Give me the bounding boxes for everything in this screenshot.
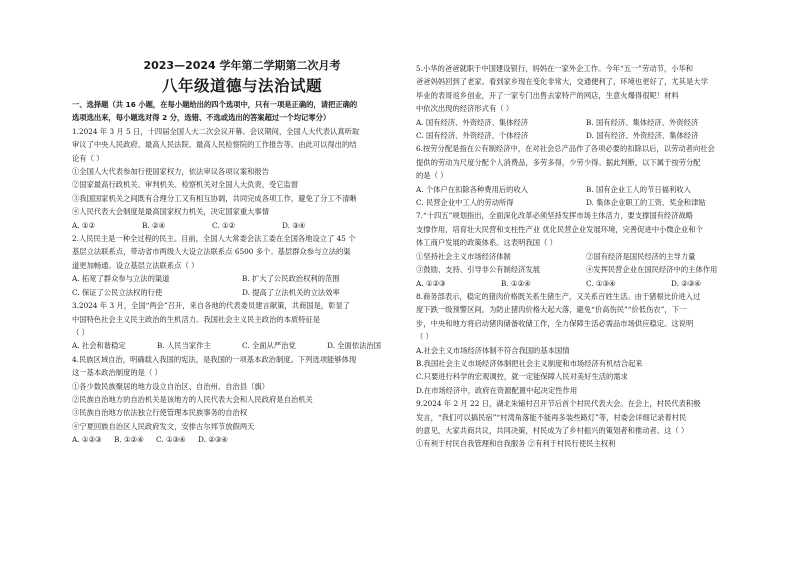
option-item: D. 集体企业职工的工资、奖金和津贴 (586, 198, 706, 208)
option-item: C. 保证了公民立法权的行使 (72, 287, 163, 297)
text-line: A.社会主义市场经济体制不符合我国的基本国情 (416, 345, 570, 355)
text-line: 审议了中央人民政府、最高人民法院、最高人民检察院的工作报告等。由此可以得出的结 (72, 140, 357, 150)
option-row (416, 116, 756, 129)
text-line: 的是（ ） (416, 171, 448, 181)
option-item: D. 全面依法治国 (327, 341, 382, 351)
text-line: 中国特色社会主义民主政治的生机活力。我国社会主义民主政治的本质特征是 (72, 314, 321, 324)
text-line: ①各少数民族聚居的地方设立自治区、自治州、自治县（旗） (72, 381, 270, 391)
text-line: ④宁夏回族自治区人民政府发文，安排古尔邦节放假两天 (72, 421, 255, 431)
option-item: D. ②③④ (198, 435, 228, 445)
option-item: ③鼓励、支持、引导非公有制经济发展 (416, 265, 541, 275)
right-column (416, 62, 756, 451)
option-item: A. ①②③ (72, 435, 102, 445)
option-item: D. ③④ (282, 220, 306, 230)
text-line: 8.商务部表示，稳定的猪肉价格既关系生猪生产，又关系百姓生活。由于猪根比价进入过 (416, 291, 701, 301)
option-item: C. ①② (212, 220, 236, 230)
option-item: D. 国有经济、外资经济、集体经济 (586, 131, 699, 141)
option-row (72, 433, 412, 446)
option-item: C. 民营企业中工人的劳动所得 (416, 198, 514, 208)
exam-title: 2023—2024 学年第二学期第二次月考 (143, 59, 341, 72)
option-item: C. ①③④ (586, 278, 616, 288)
option-item: D. 提高了立法机关的立法效率 (242, 287, 340, 297)
option-item: B. ①②④ (114, 435, 144, 445)
text-line: ③民族自治地方依法独立行使管理本民族事务的自治权 (72, 408, 248, 418)
text-line: 4.民族区域自治，明确载入我国的宪法，是我国的一项基本政治制度。下列选项能够体现 (72, 354, 357, 364)
text-line: 9.2024 年 2 月 22 日，湖北朱铺村召开节后首个村民代表大会。在会上，村民代表积极 (416, 399, 701, 409)
option-item: A. 个体户在扣除各种费用后的收入 (416, 184, 529, 194)
option-row (72, 272, 412, 285)
option-row (416, 129, 756, 142)
text-line: 的意见，大家共商共议，共同决策，村民成为了乡村振兴的策划者和推动者。这（ ） (416, 425, 689, 435)
text-line: 选项选出来，每小题选对得 2 分，选错、不选或选出的答案超过一个均记零分） (72, 113, 331, 123)
option-item: B. 扩大了公民政治权利的范围 (242, 274, 340, 284)
option-item: A. 国有经济、外资经济、集体经济 (416, 117, 529, 127)
option-row (416, 277, 756, 290)
text-line: 支撑作用，培育壮大民营和支柱性产业 优化民营企业发展环境，完善促进中小微企业和个 (416, 224, 703, 234)
exam-subtitle: 八年级道德与法治试题 (161, 77, 322, 95)
option-row (72, 219, 412, 232)
option-row (416, 263, 756, 276)
option-item: A. 拓宽了群众参与立法的渠道 (72, 274, 170, 284)
option-row (72, 339, 412, 352)
text-line: 爸爸妈妈回到了老家。看到家乡现在变化非常大，交通便利了，环境也更好了，尤其是大学 (416, 77, 708, 87)
text-line: 7.“十四五”规划指出，全面深化改革必须坚持发挥市场主体活力，要支撑国有经济战略 (416, 211, 694, 221)
text-line: C.只要进行科学的宏观调控，就一定能保障人民对美好生活的需求 (416, 372, 628, 382)
text-line: 2.人民民主是一种全过程的民主。目前，全国人大常委会法工委在全国各地设立了 45 个 (72, 234, 356, 244)
option-item: ④发挥民营企业在国民经济中的主体作用 (586, 265, 718, 275)
text-line: 1.2024 年 3 月 5 日，十四届全国人大二次会议开幕。会议期间，全国人大代表认真听取 (72, 126, 360, 136)
option-item: B. 国有经济、集体经济、外资经济 (586, 117, 699, 127)
text-line: 体工商户发展的政策体系。这表明我国（ ） (416, 238, 557, 248)
text-line: 6.按劳分配是指在公有制经济中，在对社会总产品作了各项必要的扣除以后，以劳动者向社会 (416, 144, 715, 154)
text-line: 5.小华的爸爸就职于中国建设银行，妈妈在一家外企工作。今年“五一”劳动节，小华和 (416, 64, 694, 73)
text-line: ④人民代表大会制度是最高国家权力机关，决定国家重大事情 (72, 207, 270, 217)
text-line: 提供的劳动为尺度分配个人消费品，多劳多得，少劳少得。据此判断，以下属于按劳分配 (416, 157, 701, 167)
option-item: B. 人民当家作主 (157, 341, 211, 351)
text-line: 一、选择题（共 16 小题，在每小题给出的四个选项中，只有一项是正确的，请把正确的 (72, 100, 358, 109)
text-line: ②民族自治地方的自治机关是该地方的人民代表大会和人民政府是自治机关 (72, 394, 313, 404)
text-line: 这一基本政治制度的是（ ） (72, 368, 162, 378)
text-line: B.我国社会主义市场经济体制把社会主义制度和市场经济有机结合起来 (416, 358, 643, 368)
option-row (72, 286, 412, 299)
text-line: ①有利于村民自我管理和自我服务 ②有利于村民行使民主权利 (416, 439, 616, 449)
text-line: 论有（ ） (72, 153, 104, 163)
text-line: ①全国人大代表参加行使国家权力，依法审议各项议案和报告 (72, 167, 270, 177)
text-line: ③我国国家机关之间既有合理分工又有相互协调，共同完成各项工作，避免了分工不清晰 (72, 193, 357, 203)
text-line: 发言，“我们可以搞民宿”“村湾角落能不能再多装些路灯”等，村委会详细记录着村民 (416, 412, 687, 422)
text-line: 中依次出现的经济形式有（ ） (416, 104, 514, 114)
option-item: B. ②④ (142, 220, 166, 230)
text-line: 毕业的表哥返乡创业，开了一家专门出售去家特产的网店，生意火爆得很呢！材料 (416, 90, 679, 100)
option-item: A. ①② (72, 220, 95, 230)
option-row (416, 183, 756, 196)
option-item: B. 国有企业工人的节日福利收入 (586, 184, 691, 194)
option-item: C. ①③④ (156, 435, 186, 445)
text-line: D.在市场经济中，政府在资源配置中起决定性作用 (416, 385, 578, 395)
option-item: D. ②③④ (671, 278, 701, 288)
option-item: C. 全面从严治党 (242, 341, 296, 351)
text-line: 道更加畅通。设立基层立法联系点（ ） (72, 260, 199, 270)
text-line: （ ） (72, 327, 89, 337)
option-item: A. 社会和谐稳定 (72, 341, 126, 351)
option-item: ①坚持社会主义市场经济体制 (416, 251, 511, 261)
option-item: B. ①②④ (501, 278, 531, 288)
text-line: 3.2024 年 3 月，全国“两会”召开，来自各地的代表委员建言献策，共商国是，彰显了 (72, 301, 351, 311)
text-line: （ ） (416, 332, 433, 342)
text-line: 步，中央和地方将启动猪肉储备收储工作，全力保障生活必需品市场供应稳定。这说明 (416, 318, 694, 328)
option-row (416, 196, 756, 209)
option-row (416, 250, 756, 263)
option-item: C. 国有经济、外资经济、个体经济 (416, 131, 529, 141)
option-item: A. ①②③ (416, 278, 446, 288)
left-column (72, 98, 412, 447)
text-line: 基层立法联系点，带动省市两级人大设立法联系点 6500 多个。基层群众参与立法的渠 (72, 247, 351, 257)
option-item: ②国有经济是国民经济的主导力量 (586, 251, 696, 261)
text-line: ②国家最高行政机关、审判机关、检察机关对全国人大负责，受它监督 (72, 180, 299, 190)
text-line: 度下跌一级预警区间，为防止猪肉价格大起大落，避免“价高伤民”“价低伤农”，下一 (416, 305, 687, 315)
